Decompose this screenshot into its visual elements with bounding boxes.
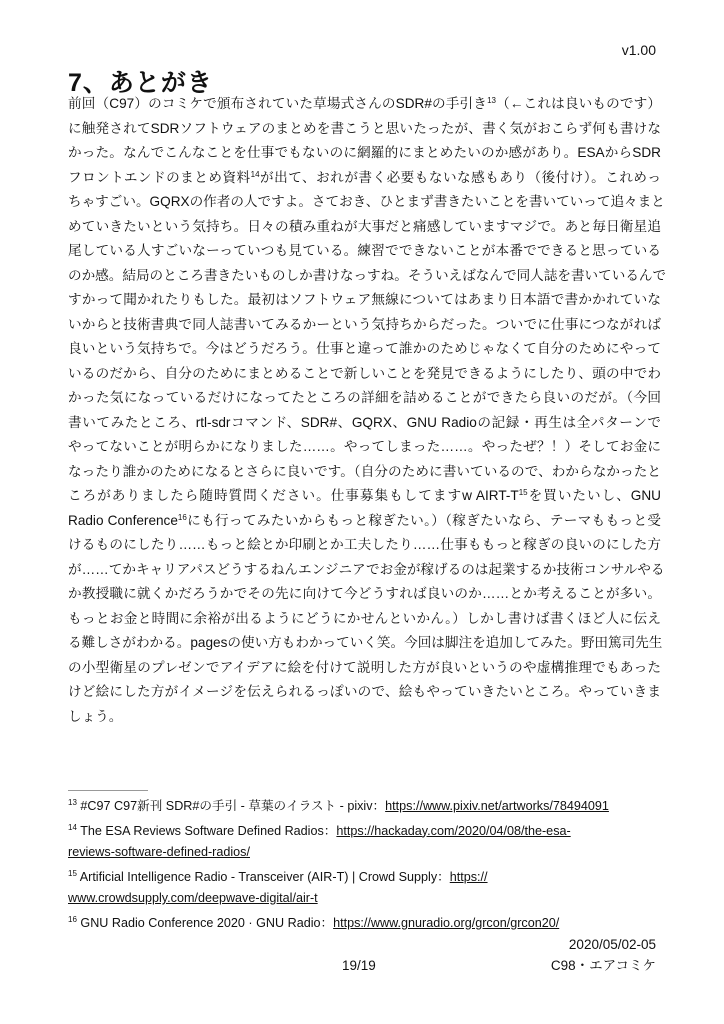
body-line — [68, 264, 667, 289]
text-run: 前回（C97）のコミケで頒布されていた草場式さんのSDR#の手引き — [68, 96, 488, 111]
text-run: しょう。 — [68, 708, 123, 724]
footnote-number: 15 — [68, 868, 77, 878]
body-line — [68, 435, 661, 460]
text-run: もっとお金と時間に余裕が出るようにどうにかせんといかん。）しかし書けば書くほど人に伝え — [68, 610, 661, 626]
footnote-ref[interactable]: 13 — [487, 96, 496, 105]
text-run: Radio Conference — [68, 512, 178, 528]
text-run: めていきたいという気持ち。日々の積み重ねが大事だと痛感していますマジで。あと毎日衛星追 — [68, 218, 661, 234]
text-run: ころがありましたら随時質問ください。仕事募集もしてますw AIRT-T — [68, 488, 519, 503]
footnote-text: Artificial Intelligence Radio - Transceiver (AIR-T) | Crowd Supply： — [79, 869, 450, 884]
text-run: かった。なんでこんなことを仕事でもないのに網羅的にまとめたいのか感があり。ESAからSDR — [68, 145, 661, 160]
text-run: （←これは良いものです） — [495, 96, 662, 111]
text-run: 書いてみたところ、rtl-sdrコマンド、SDR#、GQRX、GNU Radioの記録・再生は全パターンで — [68, 414, 661, 430]
body-line — [68, 190, 665, 215]
body-line — [68, 460, 661, 485]
footnote-ref[interactable]: 16 — [177, 512, 187, 522]
footnote-link[interactable]: www.crowdsupply.com/deepwave-digital/air-t — [68, 891, 318, 905]
footnote-15 — [68, 867, 668, 910]
footnote-14 — [68, 821, 668, 864]
footnote-link[interactable]: reviews-software-defined-radios/ — [68, 845, 250, 859]
footnote-divider — [68, 790, 148, 791]
body-line — [68, 705, 661, 730]
body-line — [68, 386, 661, 411]
footnote-ref[interactable]: 15 — [518, 488, 528, 497]
body-line — [68, 656, 661, 681]
body-line — [68, 117, 661, 142]
text-run: けるものにしたり……もっと絵とか印刷とか工夫したり……仕事ももっと稼ぎの良いのにした方 — [68, 537, 661, 552]
text-run: いからと技術書典で同人誌書いてみるかーという気持ちからだった。ついでに仕事につながれば — [68, 316, 661, 332]
body-line — [68, 484, 661, 509]
footnote-text: The ESA Reviews Software Defined Radios： — [80, 823, 337, 838]
footnote-link[interactable]: https:// — [449, 869, 488, 884]
footnote-16 — [68, 913, 668, 935]
text-run: 尾している人すごいなーっていつも見ている。練習でできないことが本番でできると思っている — [68, 243, 661, 258]
text-run: ちゃすごい。GQRXの作者の人ですよ。さておき、ひとまず書きたいことを書いていって追々まと — [68, 194, 665, 209]
body-text — [68, 92, 667, 729]
footnote-ref[interactable]: 14 — [250, 169, 260, 179]
footer-date: 2020/05/02-05 — [568, 937, 656, 952]
body-line — [68, 166, 661, 191]
footnote-text: GNU Radio Conference 2020 · GNU Radio： — [80, 915, 334, 930]
text-run: の小型衛星のプレゼンでアイデアに絵を付けて説明した方が良いというのや虚構推理でもあった — [68, 659, 661, 675]
footnote-number: 16 — [68, 914, 77, 924]
footnote-number: 14 — [68, 822, 77, 832]
text-run: が出て、おれが書く必要もないな感もあり（後付け）。これめっ — [259, 169, 661, 185]
footnote-text: #C97 C97新刊 SDR#の手引 - 草葉のイラスト - pixiv： — [80, 799, 386, 813]
body-line — [68, 680, 661, 705]
text-run: なったり誰かのためになるとさらに良いです。（自分のために書いているので、わからなかったと — [68, 463, 661, 479]
text-run: が……てかキャリアパスどうするねんエンジニアでお金が稼げるのは起業するか技術コンサルやる — [68, 561, 665, 577]
body-line — [68, 607, 661, 632]
body-line — [68, 313, 661, 338]
body-line — [68, 558, 665, 583]
body-line — [68, 92, 661, 117]
footnotes — [68, 796, 668, 937]
page-number: 19/19 — [342, 958, 376, 973]
text-run: る難しさがわかる。pagesの使い方もわかっていく笑。今回は脚注を追加してみた。野田篤司先生 — [68, 635, 663, 650]
footnote-link[interactable]: https://hackaday.com/2020/04/08/the-esa- — [336, 823, 571, 838]
footer-event: C98・エアコミケ — [550, 958, 656, 973]
body-line — [68, 631, 661, 656]
text-run: に触発されてSDRソフトウェアのまとめを書こうと思いたったが、書く気がおこらず何も書けな — [68, 120, 661, 136]
version-label: v1.00 — [621, 42, 656, 58]
text-run: か教授職に就くかだろうかでその先に向けて今どうすれば良いのか……とか考えることが多い。 — [68, 586, 661, 601]
body-line — [68, 362, 661, 387]
footnote-13 — [68, 796, 668, 818]
footnote-link[interactable]: https://www.pixiv.net/artworks/78494091 — [385, 799, 609, 813]
text-run: にも行ってみたいからもっと稼ぎたい。）（稼ぎたいなら、テーマももっと受 — [186, 512, 661, 528]
footnote-number: 13 — [68, 798, 77, 807]
text-run: いるのだから、自分のためにまとめることで新しいことを発見できるようにしたり、頭の中でわ — [68, 365, 661, 381]
text-run: を買いたいし、GNU — [527, 488, 661, 503]
body-line — [68, 582, 661, 607]
text-run: けど絵にした方がイメージを伝えられるっぽいので、絵もやっていきたいところ。やっていきま — [68, 684, 661, 699]
text-run: のか感。結局のところ書きたいものしか書けなっすね。そういえばなんで同人誌を書いているんで — [68, 267, 667, 283]
body-line — [68, 509, 661, 534]
body-line — [68, 533, 661, 558]
body-line — [68, 411, 661, 436]
body-line — [68, 288, 661, 313]
text-run: フロントエンドのまとめ資料 — [68, 169, 251, 185]
body-line — [68, 239, 661, 264]
section-heading: 7、あとがき — [68, 69, 213, 97]
text-run: やってないことが明らかになりました……。やってしまった……。やったぜ？！）そしてお金に — [68, 439, 661, 454]
body-line — [68, 215, 661, 240]
body-line — [68, 141, 661, 166]
text-run: すかって聞かれたりもした。最初はソフトウェア無線についてはあまり日本語で書かかれていな — [68, 292, 661, 307]
body-line — [68, 337, 661, 362]
footnote-link[interactable]: https://www.gnuradio.org/grcon/grcon20/ — [333, 915, 560, 930]
text-run: 良いという気持ちで。今はどうだろう。仕事と違って誰かのためじゃなくて自分のためにやって — [68, 341, 661, 356]
text-run: かった気になっているだけになってたところの詳細を詰めることができたら良いのだが。（今回 — [68, 390, 661, 405]
